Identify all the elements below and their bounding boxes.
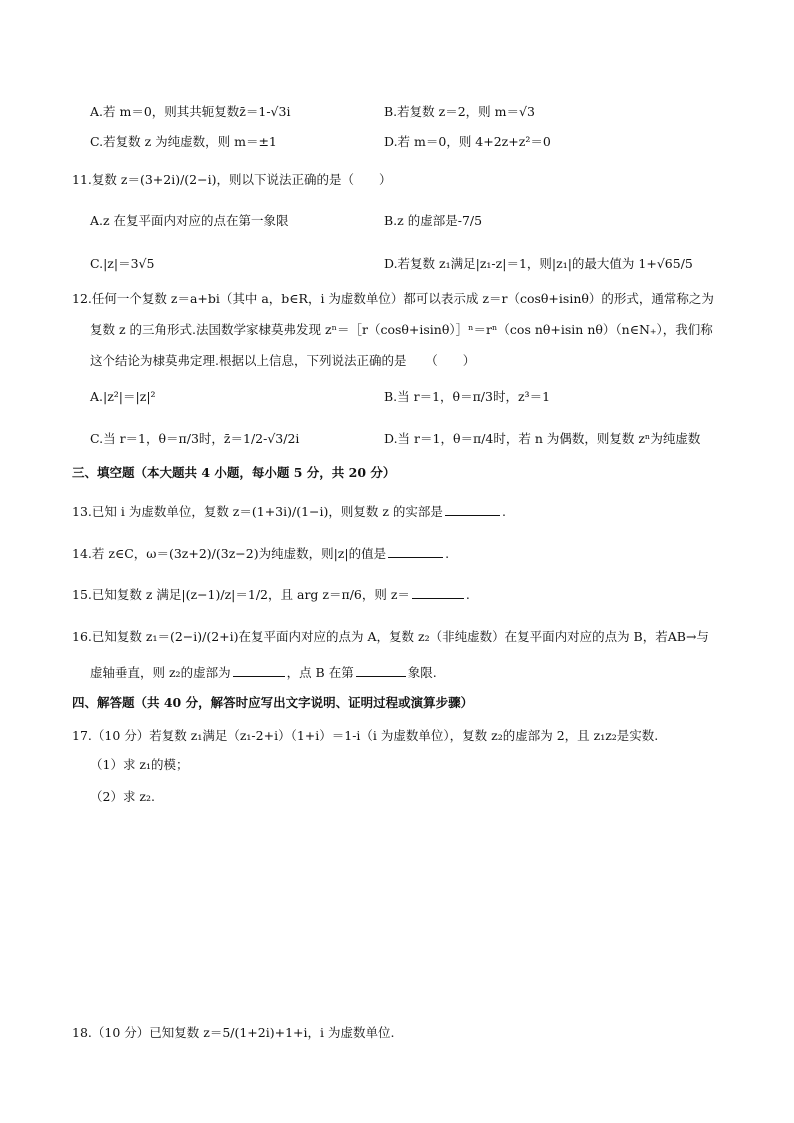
q12-stem-line1: 12.任何一个复数 z＝a+bi（其中 a，b∈R，i 为虚数单位）都可以表示成 z＝r（cosθ+isinθ）的形式，通常称之为 [72,291,714,306]
q12-option-c: C.当 r＝1，θ＝π/3时，z̄＝1/2-√3/2i [90,431,300,446]
q17-stem: 17.（10 分）若复数 z₁满足（z₁-2+i）（1+i）＝1-i（i 为虚数单位），复数 z₂的虚部为 2，且 z₁z₂是实数. [72,728,659,743]
q11-option-c: C.|z|＝3√5 [90,256,155,271]
q12-option-a: A.|z²|＝|z|² [90,389,156,404]
q11-option-d: D.若复数 z₁满足|z₁-z|＝1，则|z₁|的最大值为 1+√65/5 [384,256,693,271]
q12-stem-line3: 这个结论为棣莫弗定理.根据以上信息，下列说法正确的是 （ ） [90,353,476,368]
q16-answer-blank-1 [233,664,285,677]
q12-option-d: D.当 r＝1，θ＝π/4时，若 n 为偶数，则复数 zⁿ为纯虚数 [384,431,701,446]
q15-answer-blank [412,586,464,599]
q10-option-d: D.若 m＝0，则 4+2z+z²＝0 [384,134,551,149]
q10-option-c: C.若复数 z 为纯虚数，则 m＝±1 [90,134,277,149]
q14-end: . [445,546,450,561]
section4-heading: 四、解答题（共 40 分，解答时应写出文字说明、证明过程或演算步骤） [72,695,474,710]
q18-stem: 18.（10 分）已知复数 z＝5/(1+2i)+1+i，i 为虚数单位. [72,1025,395,1040]
q14-answer-blank [388,545,443,558]
q14 [72,545,449,562]
q16-line2 [90,664,437,681]
q16-text-c: 象限. [407,665,437,680]
q17-part-2: （2）求 z₂. [90,789,155,804]
q16-line1: 16.已知复数 z₁＝(2−i)/(2+i)在复平面内对应的点为 A，复数 z₂（非纯虚数）在复平面内对应的点为 B，若AB→与 [72,629,709,644]
q11-option-b: B.z 的虚部是-7/5 [384,213,483,228]
q15-end: . [465,587,470,602]
q11-stem: 11.复数 z＝(3+2i)/(2−i)，则以下说法正确的是（ ） [72,172,392,187]
q14-text: 14.若 z∈C，ω＝(3z+2)/(3z−2)为纯虚数，则|z|的值是 [72,546,387,561]
q10-option-a: A.若 m＝0，则其共轭复数z̄＝1-√3i [90,104,291,119]
section3-heading: 三、填空题（本大题共 4 小题，每小题 5 分，共 20 分） [72,465,396,480]
q16-answer-blank-2 [356,664,406,677]
q13-end: . [501,504,506,519]
q13 [72,503,506,520]
q16-text-a: 虚轴垂直，则 z₂的虚部为 [90,665,231,680]
q13-answer-blank [445,503,500,516]
q15-text: 15.已知复数 z 满足|(z−1)/z|＝1/2，且 arg z＝π/6，则 z＝ [72,587,410,602]
q13-text: 13.已知 i 为虚数单位，复数 z＝(1+3i)/(1−i)，则复数 z 的实部是 [72,504,443,519]
q10-option-b: B.若复数 z＝2，则 m＝√3 [384,104,535,119]
q17-part-1: （1）求 z₁的模； [90,757,189,772]
q16-text-b: ，点 B 在第 [286,665,354,680]
q12-option-b: B.当 r＝1，θ＝π/3时，z³＝1 [384,389,551,404]
q15 [72,586,470,603]
q12-stem-line2: 复数 z 的三角形式.法国数学家棣莫弗发现 zⁿ＝［r（cosθ+isinθ）］ⁿ＝rⁿ（cos nθ+isin nθ）（n∈N₊），我们称 [90,322,713,337]
q11-option-a: A.z 在复平面内对应的点在第一象限 [90,213,289,228]
